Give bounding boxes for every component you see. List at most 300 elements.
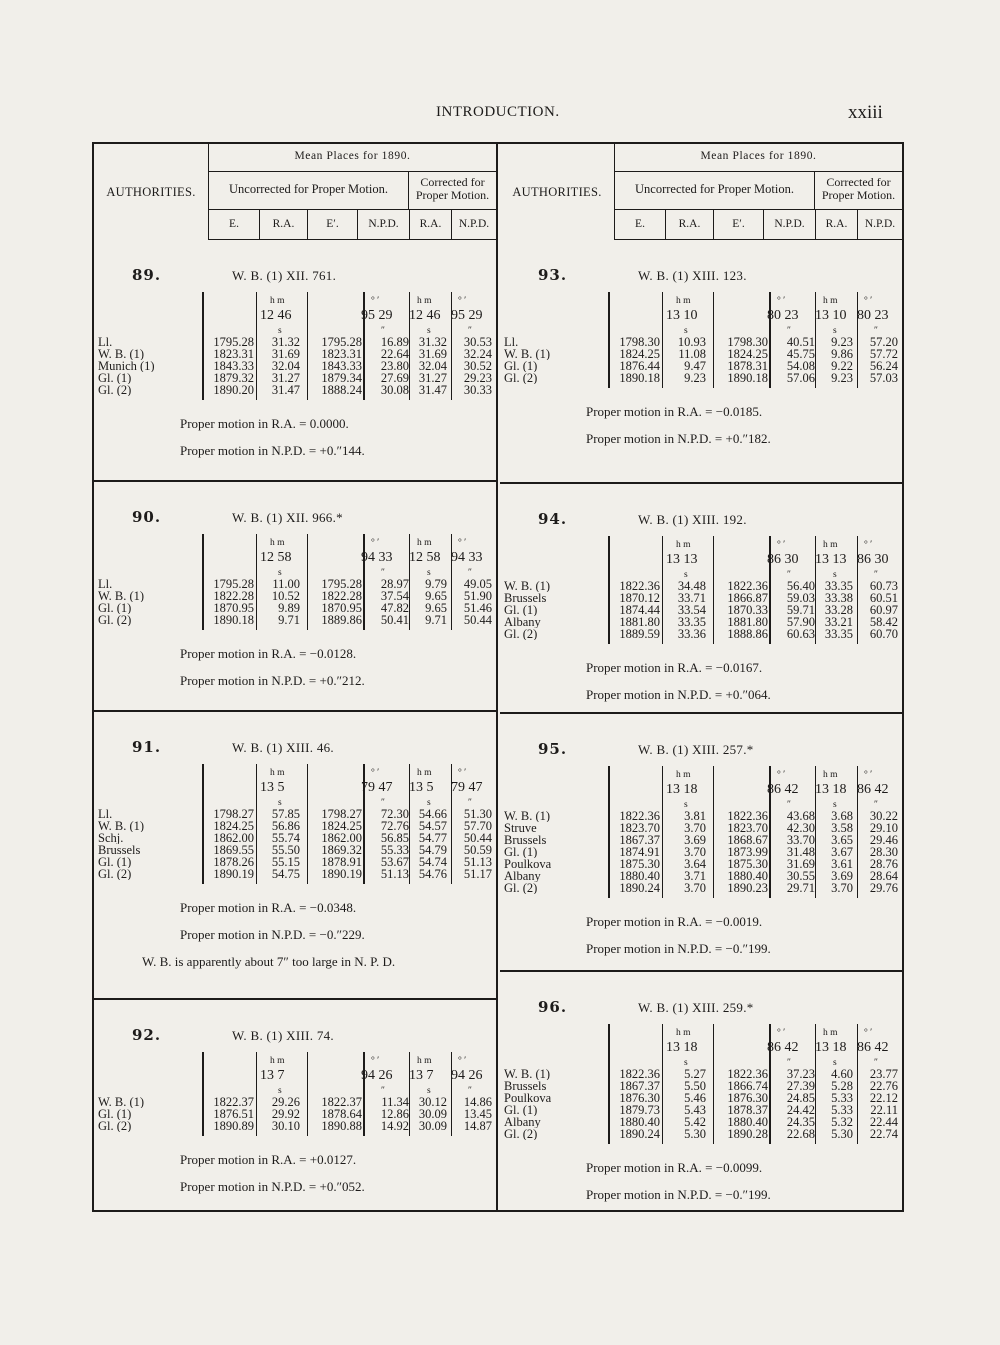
cell-auth: Gl. (2) bbox=[504, 628, 538, 640]
mean-places-heading: Mean Places for 1890. bbox=[209, 144, 496, 172]
cell-cra: 3.58 bbox=[831, 821, 853, 835]
cell-cnpd: 22.74 bbox=[869, 1127, 898, 1141]
proper-motion-npd: Proper motion in N.P.D. = −0.″199. bbox=[586, 941, 771, 956]
unit-label: h m bbox=[676, 770, 691, 780]
base-value: 13 18 bbox=[815, 1040, 847, 1055]
cell-cra: 3.61 bbox=[831, 857, 853, 871]
proper-motion-npd: Proper motion in N.P.D. = +0.″212. bbox=[180, 673, 365, 688]
base-value: 13 7 bbox=[260, 1068, 285, 1083]
star-number: 89. bbox=[132, 266, 162, 284]
cell-cnpd: 50.59 bbox=[463, 843, 492, 857]
proper-motion-npd: Proper motion in N.P.D. = +0.″064. bbox=[586, 687, 771, 702]
cell-auth: Brussels bbox=[504, 592, 547, 604]
cell-npd: 23.80 bbox=[380, 359, 409, 373]
cell-cra: 33.35 bbox=[824, 627, 853, 641]
unit-label: s bbox=[833, 800, 837, 810]
proper-motion-ra: Proper motion in R.A. = −0.0167. bbox=[586, 660, 763, 675]
cell-e2: 1823.31 bbox=[321, 347, 362, 361]
base-value: 13 18 bbox=[666, 782, 698, 797]
cell-e: 1874.44 bbox=[619, 603, 660, 617]
cell-npd: 28.97 bbox=[380, 577, 409, 591]
cell-e2: 1888.86 bbox=[727, 627, 768, 641]
proper-motion-ra: Proper motion in R.A. = −0.0185. bbox=[586, 404, 763, 419]
cell-cnpd: 51.13 bbox=[463, 855, 492, 869]
cell-e2: 1875.30 bbox=[727, 857, 768, 871]
unit-label: ° ′ bbox=[458, 768, 467, 778]
unit-label: h m bbox=[417, 538, 432, 548]
base-value: 12 46 bbox=[409, 308, 441, 323]
observations-table bbox=[500, 766, 902, 898]
table-row bbox=[94, 614, 496, 626]
table-row bbox=[94, 868, 496, 880]
table-row bbox=[500, 372, 902, 384]
cell-e2: 1795.28 bbox=[321, 335, 362, 349]
star-number: 90. bbox=[132, 508, 162, 526]
catalogue-table bbox=[92, 142, 904, 1212]
cell-auth: Albany bbox=[504, 616, 541, 628]
cell-npd: 50.41 bbox=[380, 613, 409, 627]
entry-separator bbox=[500, 482, 902, 484]
base-value: 13 10 bbox=[666, 308, 698, 323]
unit-label: h m bbox=[823, 770, 838, 780]
unit-label: ″ bbox=[468, 1086, 472, 1096]
catalogue-entry bbox=[94, 712, 496, 998]
cell-cra: 5.30 bbox=[831, 1127, 853, 1141]
proper-motion-ra: Proper motion in R.A. = −0.0128. bbox=[180, 646, 357, 661]
cell-cnpd: 57.03 bbox=[869, 371, 898, 385]
table-row bbox=[500, 1128, 902, 1140]
cell-e: 1890.20 bbox=[213, 383, 254, 397]
cell-e: 1878.26 bbox=[213, 855, 254, 869]
catalogue-entry bbox=[500, 972, 902, 1210]
cell-e2: 1798.30 bbox=[727, 335, 768, 349]
cell-cnpd: 28.30 bbox=[869, 845, 898, 859]
cell-e: 1822.28 bbox=[213, 589, 254, 603]
cell-auth: Munich (1) bbox=[98, 360, 155, 372]
cell-ra: 3.69 bbox=[684, 833, 706, 847]
cell-npd: 57.06 bbox=[786, 371, 815, 385]
cell-ra: 30.10 bbox=[271, 1119, 300, 1133]
unit-label: ° ′ bbox=[777, 296, 786, 306]
unit-label: h m bbox=[270, 768, 285, 778]
cell-e2: 1795.28 bbox=[321, 577, 362, 591]
cell-e: 1890.18 bbox=[619, 371, 660, 385]
cell-npd: 56.85 bbox=[380, 831, 409, 845]
cell-npd: 12.86 bbox=[380, 1107, 409, 1121]
cell-cra: 9.23 bbox=[831, 335, 853, 349]
cell-npd: 72.76 bbox=[380, 819, 409, 833]
cell-e2: 1866.87 bbox=[727, 591, 768, 605]
cell-auth: Gl. (1) bbox=[504, 360, 538, 372]
cell-auth: Ll. bbox=[504, 336, 519, 348]
cell-cra: 54.76 bbox=[418, 867, 447, 881]
unit-label: ° ′ bbox=[371, 768, 380, 778]
cell-e: 1822.37 bbox=[213, 1095, 254, 1109]
uncorrected-heading: Uncorrected for Proper Motion. bbox=[615, 172, 815, 210]
cell-cra: 9.65 bbox=[425, 589, 447, 603]
star-number: 91. bbox=[132, 738, 162, 756]
base-value: 13 10 bbox=[815, 308, 847, 323]
cell-npd: 72.30 bbox=[380, 807, 409, 821]
cell-ra: 11.00 bbox=[272, 577, 300, 591]
unit-label: h m bbox=[823, 540, 838, 550]
catalogue-entry bbox=[94, 1000, 496, 1214]
cell-cra: 33.28 bbox=[824, 603, 853, 617]
cell-auth: Ll. bbox=[98, 336, 113, 348]
cell-ra: 33.71 bbox=[677, 591, 706, 605]
base-value: 12 58 bbox=[409, 550, 441, 565]
base-value: 86 42 bbox=[857, 782, 889, 797]
cell-cnpd: 57.20 bbox=[869, 335, 898, 349]
cell-npd: 31.69 bbox=[786, 857, 815, 871]
cell-cra: 54.74 bbox=[418, 855, 447, 869]
cell-cnpd: 57.72 bbox=[869, 347, 898, 361]
cell-npd: 45.75 bbox=[786, 347, 815, 361]
cell-cnpd: 60.70 bbox=[869, 627, 898, 641]
cell-auth: Gl. (2) bbox=[504, 882, 538, 894]
cell-e: 1824.25 bbox=[213, 819, 254, 833]
base-value: 12 46 bbox=[260, 308, 292, 323]
proper-motion-ra: Proper motion in R.A. = +0.0127. bbox=[180, 1152, 357, 1167]
base-value: 94 26 bbox=[361, 1068, 393, 1083]
base-value: 13 5 bbox=[409, 780, 434, 795]
cell-e2: 1881.80 bbox=[727, 615, 768, 629]
cell-e: 1881.80 bbox=[619, 615, 660, 629]
cell-npd: 31.48 bbox=[786, 845, 815, 859]
cell-ra: 32.04 bbox=[271, 359, 300, 373]
unit-label: s bbox=[684, 570, 688, 580]
cell-ra: 56.86 bbox=[271, 819, 300, 833]
cell-cra: 9.86 bbox=[831, 347, 853, 361]
unit-label: ″ bbox=[787, 1058, 791, 1068]
unit-label: ° ′ bbox=[864, 1028, 873, 1038]
observations-table bbox=[94, 534, 496, 630]
cell-cra: 3.70 bbox=[831, 881, 853, 895]
cell-cra: 54.77 bbox=[418, 831, 447, 845]
unit-label: s bbox=[278, 568, 282, 578]
cell-e2: 1870.33 bbox=[727, 603, 768, 617]
cell-auth: Schj. bbox=[98, 832, 124, 844]
cell-auth: W. B. (1) bbox=[504, 1068, 551, 1080]
cell-auth: Gl. (2) bbox=[98, 614, 132, 626]
cell-e: 1862.00 bbox=[213, 831, 254, 845]
catalogue-entry bbox=[94, 482, 496, 712]
cell-ra: 31.32 bbox=[271, 335, 300, 349]
column-heading: E′. bbox=[713, 210, 763, 240]
unit-label: s bbox=[427, 568, 431, 578]
cell-ra: 33.36 bbox=[677, 627, 706, 641]
unit-label: h m bbox=[823, 296, 838, 306]
cell-auth: W. B. (1) bbox=[98, 590, 145, 602]
cell-auth: Struve bbox=[504, 822, 537, 834]
cell-e: 1823.31 bbox=[213, 347, 254, 361]
cell-npd: 56.40 bbox=[786, 579, 815, 593]
cell-ra: 29.92 bbox=[271, 1107, 300, 1121]
cell-cra: 54.79 bbox=[418, 843, 447, 857]
cell-e2: 1870.95 bbox=[321, 601, 362, 615]
unit-label: ″ bbox=[381, 1086, 385, 1096]
observations-table bbox=[94, 1052, 496, 1136]
cell-cra: 32.04 bbox=[418, 359, 447, 373]
cell-e: 1822.36 bbox=[619, 809, 660, 823]
cell-npd: 27.69 bbox=[380, 371, 409, 385]
cell-cnpd: 29.76 bbox=[869, 881, 898, 895]
cell-e: 1867.37 bbox=[619, 833, 660, 847]
cell-npd: 16.89 bbox=[380, 335, 409, 349]
unit-label: ″ bbox=[874, 1058, 878, 1068]
cell-npd: 53.67 bbox=[380, 855, 409, 869]
unit-label: ″ bbox=[787, 800, 791, 810]
cell-ra: 54.75 bbox=[271, 867, 300, 881]
cell-e2: 1822.37 bbox=[321, 1095, 362, 1109]
cell-e: 1822.36 bbox=[619, 1067, 660, 1081]
cell-npd: 60.63 bbox=[786, 627, 815, 641]
cell-cra: 5.32 bbox=[831, 1115, 853, 1129]
column-heading: N.P.D. bbox=[857, 210, 902, 240]
cell-auth: W. B. (1) bbox=[98, 820, 145, 832]
cell-cnpd: 58.42 bbox=[869, 615, 898, 629]
cell-cra: 9.22 bbox=[831, 359, 853, 373]
catalogue-entry bbox=[500, 714, 902, 972]
cell-e: 1798.30 bbox=[619, 335, 660, 349]
cell-cra: 3.69 bbox=[831, 869, 853, 883]
proper-motion-ra: Proper motion in R.A. = −0.0099. bbox=[586, 1160, 763, 1175]
cell-ra: 10.93 bbox=[677, 335, 706, 349]
cell-ra: 5.50 bbox=[684, 1079, 706, 1093]
cell-cnpd: 13.45 bbox=[463, 1107, 492, 1121]
cell-npd: 29.71 bbox=[786, 881, 815, 895]
unit-label: h m bbox=[676, 1028, 691, 1038]
cell-npd: 24.35 bbox=[786, 1115, 815, 1129]
cell-cnpd: 22.11 bbox=[870, 1103, 898, 1117]
cell-npd: 40.51 bbox=[786, 335, 815, 349]
cell-e: 1798.27 bbox=[213, 807, 254, 821]
cell-cnpd: 28.76 bbox=[869, 857, 898, 871]
star-designation: W. B. (1) XIII. 257.* bbox=[638, 742, 754, 757]
column-heading: R.A. bbox=[409, 210, 451, 240]
cell-e2: 1822.36 bbox=[727, 579, 768, 593]
unit-label: ″ bbox=[381, 568, 385, 578]
cell-e: 1880.40 bbox=[619, 1115, 660, 1129]
observations-table bbox=[500, 292, 902, 388]
base-value: 12 58 bbox=[260, 550, 292, 565]
cell-e: 1870.95 bbox=[213, 601, 254, 615]
base-value: 94 33 bbox=[451, 550, 483, 565]
cell-auth: W. B. (1) bbox=[504, 580, 551, 592]
cell-ra: 3.71 bbox=[684, 869, 706, 883]
base-value: 79 47 bbox=[361, 780, 393, 795]
unit-label: s bbox=[684, 800, 688, 810]
proper-motion-npd: Proper motion in N.P.D. = −0.″229. bbox=[180, 927, 365, 942]
cell-e: 1843.33 bbox=[213, 359, 254, 373]
unit-label: ° ′ bbox=[777, 540, 786, 550]
column-divider bbox=[496, 144, 498, 1210]
unit-label: ° ′ bbox=[864, 296, 873, 306]
column-heading: N.P.D. bbox=[357, 210, 409, 240]
cell-cra: 5.33 bbox=[831, 1091, 853, 1105]
cell-npd: 59.03 bbox=[786, 591, 815, 605]
base-value: 79 47 bbox=[451, 780, 483, 795]
cell-ra: 5.42 bbox=[684, 1115, 706, 1129]
cell-npd: 59.71 bbox=[786, 603, 815, 617]
proper-motion-npd: Proper motion in N.P.D. = +0.″144. bbox=[180, 443, 365, 458]
table-header-right bbox=[500, 144, 902, 240]
cell-ra: 9.89 bbox=[278, 601, 300, 615]
cell-auth: Gl. (2) bbox=[98, 868, 132, 880]
cell-auth: Gl. (1) bbox=[98, 856, 132, 868]
cell-auth: Gl. (1) bbox=[98, 1108, 132, 1120]
base-value: 13 5 bbox=[260, 780, 285, 795]
star-designation: W. B. (1) XII. 966.* bbox=[232, 510, 343, 525]
cell-e2: 1822.36 bbox=[727, 1067, 768, 1081]
star-designation: W. B. (1) XII. 761. bbox=[232, 268, 337, 283]
cell-cnpd: 22.76 bbox=[869, 1079, 898, 1093]
base-value: 94 26 bbox=[451, 1068, 483, 1083]
cell-ra: 9.23 bbox=[684, 371, 706, 385]
unit-label: ″ bbox=[874, 800, 878, 810]
column-heading: E′. bbox=[307, 210, 357, 240]
cell-npd: 22.64 bbox=[380, 347, 409, 361]
cell-e2: 1866.74 bbox=[727, 1079, 768, 1093]
cell-cra: 30.12 bbox=[418, 1095, 447, 1109]
unit-label: h m bbox=[270, 1056, 285, 1066]
table-row bbox=[500, 882, 902, 894]
observations-table bbox=[94, 292, 496, 400]
cell-cra: 33.38 bbox=[824, 591, 853, 605]
unit-label: s bbox=[684, 326, 688, 336]
cell-ra: 33.35 bbox=[677, 615, 706, 629]
cell-e2: 1878.31 bbox=[727, 359, 768, 373]
cell-npd: 55.33 bbox=[380, 843, 409, 857]
catalogue-entry bbox=[500, 484, 902, 714]
cell-npd: 37.23 bbox=[786, 1067, 815, 1081]
cell-e: 1795.28 bbox=[213, 577, 254, 591]
cell-e2: 1890.19 bbox=[321, 867, 362, 881]
table-row bbox=[94, 384, 496, 396]
cell-cnpd: 51.90 bbox=[463, 589, 492, 603]
cell-e: 1889.59 bbox=[619, 627, 660, 641]
cell-auth: Albany bbox=[504, 1116, 541, 1128]
cell-ra: 55.15 bbox=[271, 855, 300, 869]
cell-ra: 3.70 bbox=[684, 845, 706, 859]
cell-e2: 1823.70 bbox=[727, 821, 768, 835]
cell-cnpd: 30.33 bbox=[463, 383, 492, 397]
base-value: 95 29 bbox=[361, 308, 393, 323]
catalogue-entry bbox=[94, 240, 496, 480]
star-designation: W. B. (1) XIII. 74. bbox=[232, 1028, 334, 1043]
unit-label: ° ′ bbox=[864, 770, 873, 780]
unit-label: s bbox=[427, 326, 431, 336]
unit-label: ″ bbox=[468, 326, 472, 336]
cell-cnpd: 32.24 bbox=[463, 347, 492, 361]
cell-cra: 5.33 bbox=[831, 1103, 853, 1117]
column-heading: R.A. bbox=[665, 210, 713, 240]
mean-places-heading: Mean Places for 1890. bbox=[615, 144, 902, 172]
unit-label: s bbox=[833, 1058, 837, 1068]
cell-ra: 31.27 bbox=[271, 371, 300, 385]
cell-ra: 29.26 bbox=[271, 1095, 300, 1109]
entry-separator bbox=[94, 710, 496, 712]
cell-cnpd: 56.24 bbox=[869, 359, 898, 373]
cell-auth: Ll. bbox=[98, 808, 113, 820]
cell-auth: W. B. (1) bbox=[98, 1096, 145, 1108]
entry-separator bbox=[94, 480, 496, 482]
star-designation: W. B. (1) XIII. 123. bbox=[638, 268, 747, 283]
cell-cnpd: 28.64 bbox=[869, 869, 898, 883]
column-heading: E. bbox=[229, 218, 239, 230]
cell-npd: 30.55 bbox=[786, 869, 815, 883]
corrected-heading: Corrected for Proper Motion. bbox=[409, 172, 496, 210]
cell-ra: 55.50 bbox=[271, 843, 300, 857]
cell-cnpd: 29.23 bbox=[463, 371, 492, 385]
cell-cnpd: 50.44 bbox=[463, 831, 492, 845]
cell-cnpd: 51.46 bbox=[463, 601, 492, 615]
cell-auth: Albany bbox=[504, 870, 541, 882]
column-heading: E. bbox=[635, 218, 645, 230]
cell-cnpd: 30.22 bbox=[869, 809, 898, 823]
unit-label: ° ′ bbox=[371, 538, 380, 548]
cell-auth: Gl. (2) bbox=[98, 384, 132, 396]
cell-e: 1876.30 bbox=[619, 1091, 660, 1105]
unit-label: ″ bbox=[874, 326, 878, 336]
unit-label: ″ bbox=[468, 568, 472, 578]
cell-npd: 54.08 bbox=[786, 359, 815, 373]
observations-table bbox=[500, 1024, 902, 1144]
cell-auth: Brussels bbox=[504, 834, 547, 846]
cell-npd: 47.82 bbox=[380, 601, 409, 615]
cell-cra: 31.32 bbox=[418, 335, 447, 349]
cell-cra: 54.66 bbox=[418, 807, 447, 821]
cell-e2: 1824.25 bbox=[321, 819, 362, 833]
table-row bbox=[94, 1120, 496, 1132]
proper-motion-ra: Proper motion in R.A. = −0.0348. bbox=[180, 900, 357, 915]
cell-ra: 31.69 bbox=[271, 347, 300, 361]
unit-label: h m bbox=[417, 296, 432, 306]
cell-cra: 9.23 bbox=[831, 371, 853, 385]
column-heading: R.A. bbox=[259, 210, 307, 240]
cell-auth: Gl. (1) bbox=[98, 602, 132, 614]
base-value: 86 30 bbox=[857, 552, 889, 567]
base-value: 13 18 bbox=[666, 1040, 698, 1055]
cell-ra: 31.47 bbox=[271, 383, 300, 397]
unit-label: ″ bbox=[787, 570, 791, 580]
cell-e: 1867.37 bbox=[619, 1079, 660, 1093]
cell-cnpd: 30.52 bbox=[463, 359, 492, 373]
base-value: 95 29 bbox=[451, 308, 483, 323]
cell-e2: 1880.40 bbox=[727, 869, 768, 883]
cell-npd: 57.90 bbox=[786, 615, 815, 629]
cell-cra: 3.68 bbox=[831, 809, 853, 823]
proper-motion-ra: Proper motion in R.A. = −0.0019. bbox=[586, 914, 763, 929]
unit-label: h m bbox=[270, 538, 285, 548]
cell-cra: 31.69 bbox=[418, 347, 447, 361]
cell-cra: 9.79 bbox=[425, 577, 447, 591]
entry-separator bbox=[94, 998, 496, 1000]
cell-cra: 9.71 bbox=[425, 613, 447, 627]
cell-e2: 1822.36 bbox=[727, 809, 768, 823]
cell-e: 1822.36 bbox=[619, 579, 660, 593]
star-number: 94. bbox=[538, 510, 568, 528]
cell-cra: 4.60 bbox=[831, 1067, 853, 1081]
cell-cra: 33.21 bbox=[824, 615, 853, 629]
cell-ra: 3.70 bbox=[684, 881, 706, 895]
cell-e: 1890.24 bbox=[619, 881, 660, 895]
column-heading: N.P.D. bbox=[763, 210, 815, 240]
corrected-heading: Corrected for Proper Motion. bbox=[815, 172, 902, 210]
unit-label: h m bbox=[823, 1028, 838, 1038]
base-value: 13 13 bbox=[666, 552, 698, 567]
cell-ra: 3.64 bbox=[684, 857, 706, 871]
